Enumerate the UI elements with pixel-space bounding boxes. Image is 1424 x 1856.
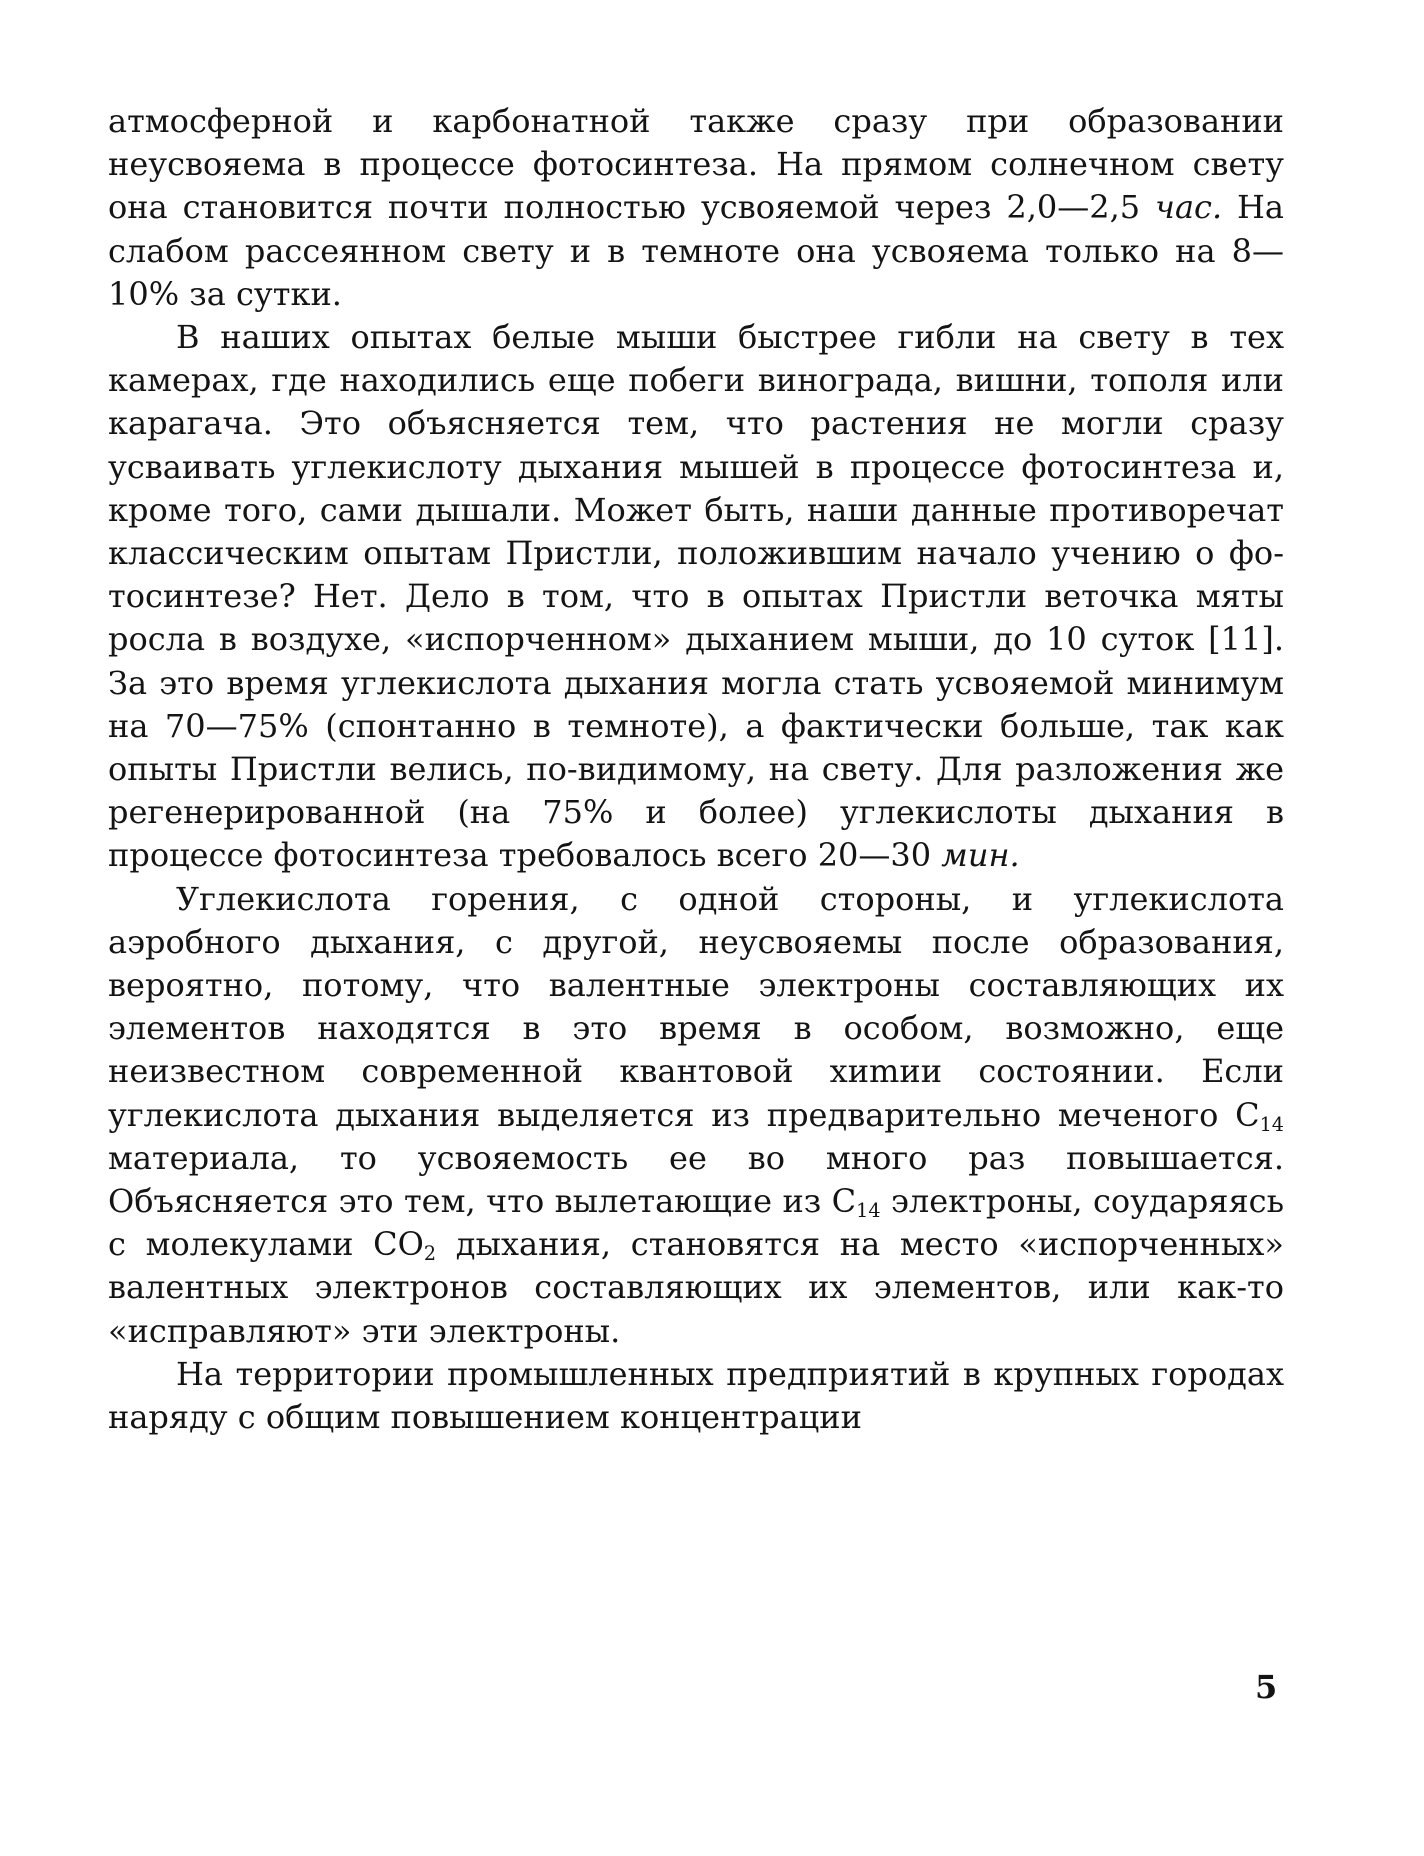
italic-unit: час. — [1155, 188, 1223, 227]
italic-unit: мин. — [941, 836, 1020, 875]
subscript: 14 — [856, 1198, 881, 1222]
paragraph-2 — [108, 316, 1284, 878]
text-run: дыхания, становятся на место «испорченных» валентных электронов составляющих их элементов, или как-то «исправляют» эти электроны. — [108, 1225, 1285, 1350]
text-run: электроны, соударяясь с молекулами CO — [108, 1182, 1285, 1264]
text-run: Углекислота горения, с одной стороны, и углекислота аэробного дыхания, с другой, неусвояемы после образования, вероятно, потому, что валентные электроны составляющих их элементов находятся в это время в особом, возможно, еще неизвестном современной квантовой хиmии состоянии. Если углекислота дыхания выделяется из предварительно меченого C — [108, 879, 1284, 1134]
paragraph-4 — [108, 1353, 1284, 1439]
paragraph-3 — [108, 878, 1284, 1353]
body-text — [108, 100, 1284, 1439]
text-run: На территории промышленных предприятий в крупных городах наряду с общим повышением концентрации — [108, 1354, 1284, 1437]
text-run: атмосферной и карбонатной также сразу при образовании неусвояема в процессе фотосинтеза. На прямом солнечном свету она становится почти полностью усвояемой через 2,0—2,5 — [108, 102, 1284, 227]
text-run: В наших опытах белые мыши быстрее гибли на свету в тех камерах, где находились еще побеги винограда, вишни, тополя или карагача. Это объясняется тем, что растения не могли сразу усваивать углекислоту дыхания мышей в процессе фотосинтеза и, кроме того, сами дышали. Может быть, наши данные противоречат классическим опытам Пристли, положившим начало учению о фотосинтезе? Нет. Дело в том, что в опытах Пристли веточка мяты росла в воздухе, «испорченном» дыханием мыши, до 10 суток [11]. За это время углекислота дыхания могла стать усвояемой минимум на 70—75% (спонтанно в темноте), а фактически больше, так как опыты Пристли велись, по-видимому, на свету. Для разложения же регенерированной (на 75% и более) углекислоты дыхания в процессе фотосинтеза требовалось всего 20—30 — [108, 318, 1284, 875]
paragraph-1 — [108, 100, 1284, 316]
page-number: 5 — [1255, 1668, 1278, 1706]
subscript: 14 — [1259, 1112, 1284, 1136]
text-run: материала, то усвояемость ее во много раз повышается. Объясняется это тем, что вылетающие из C — [108, 1138, 1284, 1221]
subscript: 2 — [423, 1242, 437, 1266]
text-run: На слабом рассеянном свету и в темноте она усвояема только на 8—10% за сутки. — [108, 188, 1285, 313]
